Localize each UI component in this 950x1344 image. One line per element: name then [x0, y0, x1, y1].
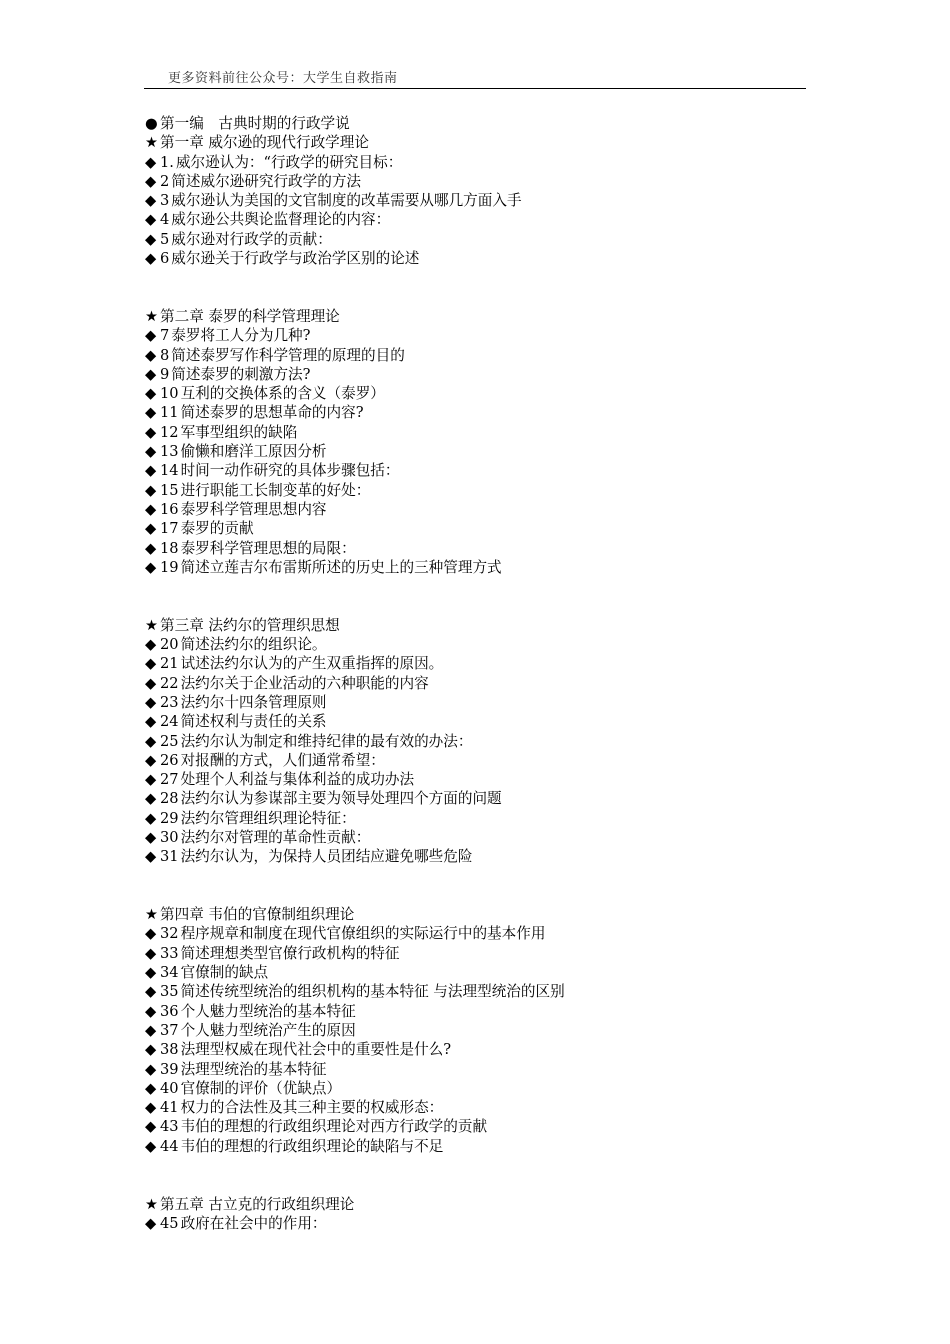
question-item: [145, 539, 825, 558]
diamond-bullet-icon: ◆: [145, 500, 157, 518]
diamond-bullet-icon: ◆: [145, 172, 157, 190]
header-text: 更多资料前往公众号：大学生自救指南: [168, 71, 398, 86]
question-number: 16: [160, 500, 179, 518]
chapter-section: [145, 307, 825, 577]
question-number: 26: [160, 751, 179, 769]
question-text: 法约尔认为，为保持人员团结应避免哪些危险: [180, 848, 473, 866]
question-number: 22: [160, 674, 179, 692]
question-item: [145, 1117, 825, 1136]
question-item: [145, 1021, 825, 1040]
diamond-bullet-icon: ◆: [145, 944, 157, 962]
question-item: [145, 558, 825, 577]
diamond-bullet-icon: ◆: [145, 539, 157, 557]
question-number: 21: [160, 655, 179, 673]
diamond-bullet-icon: ◆: [145, 250, 157, 268]
question-number: 17: [160, 520, 179, 538]
diamond-bullet-icon: ◆: [145, 1021, 157, 1039]
question-item: [145, 230, 825, 249]
diamond-bullet-icon: ◆: [145, 520, 157, 538]
question-number: 31: [160, 848, 179, 866]
question-item: [145, 654, 825, 673]
diamond-bullet-icon: ◆: [145, 327, 157, 345]
question-item: [145, 461, 825, 480]
question-item: [145, 423, 825, 442]
question-number: 13: [160, 443, 179, 461]
question-number: 43: [160, 1118, 179, 1136]
part-heading: [145, 114, 825, 133]
question-text: 法理型权威在现代社会中的重要性是什么?: [180, 1041, 452, 1059]
chapter-title: 第一章 威尔逊的现代行政学理论: [160, 134, 369, 152]
page-header: [144, 66, 806, 89]
diamond-bullet-icon: ◆: [145, 790, 157, 808]
diamond-bullet-icon: ◆: [145, 809, 157, 827]
diamond-bullet-icon: ◆: [145, 693, 157, 711]
question-item: [145, 828, 825, 847]
question-text: 简述泰罗的思想革命的内容?: [180, 404, 364, 422]
question-text: 法约尔认为制定和维持纪律的最有效的办法：: [180, 732, 473, 750]
question-number: 1.: [160, 153, 174, 171]
question-item: [145, 519, 825, 538]
question-text: 程序规章和制度在现代官僚组织的实际运行中的基本作用: [180, 925, 546, 943]
question-text: 处理个人利益与集体利益的成功办法: [180, 771, 415, 789]
question-text: 法约尔关于企业活动的六种职能的内容: [180, 674, 429, 692]
question-text: 威尔逊对行政学的贡献：: [171, 230, 332, 248]
chapter-list: [145, 133, 825, 1233]
question-number: 3: [160, 192, 170, 210]
question-number: 12: [160, 423, 179, 441]
question-item: [145, 635, 825, 654]
question-text: 威尔逊认为：“行政学的研究目标：: [175, 153, 403, 171]
question-item: [145, 847, 825, 866]
diamond-bullet-icon: ◆: [145, 655, 157, 673]
diamond-bullet-icon: ◆: [145, 462, 157, 480]
question-text: 威尔逊关于行政学与政治学区别的论述: [171, 250, 420, 268]
question-number: 39: [160, 1060, 179, 1078]
star-icon: ★: [145, 906, 159, 924]
document-body: [145, 114, 825, 1233]
question-item: [145, 172, 825, 191]
question-number: 30: [160, 828, 179, 846]
diamond-bullet-icon: ◆: [145, 346, 157, 364]
question-text: 官僚制的缺点: [180, 964, 269, 982]
chapter-heading: [145, 616, 825, 635]
question-number: 40: [160, 1079, 179, 1097]
diamond-bullet-icon: ◆: [145, 732, 157, 750]
question-number: 41: [160, 1099, 179, 1117]
diamond-bullet-icon: ◆: [145, 423, 157, 441]
question-item: [145, 789, 825, 808]
question-number: 10: [160, 385, 179, 403]
question-item: [145, 963, 825, 982]
chapter-heading: [145, 307, 825, 326]
question-text: 法约尔认为参谋部主要为领导处理四个方面的问题: [180, 790, 502, 808]
question-number: 20: [160, 636, 179, 654]
diamond-bullet-icon: ◆: [145, 828, 157, 846]
question-item: [145, 249, 825, 268]
chapter-title: 第五章 古立克的行政组织理论: [160, 1195, 355, 1213]
question-text: 简述法约尔的组织论。: [180, 636, 327, 654]
diamond-bullet-icon: ◆: [145, 1041, 157, 1059]
question-item: [145, 191, 825, 210]
star-icon: ★: [145, 134, 159, 152]
question-item: [145, 403, 825, 422]
question-text: 官僚制的评价（优缺点）: [180, 1079, 342, 1097]
question-number: 25: [160, 732, 179, 750]
question-number: 28: [160, 790, 179, 808]
question-item: [145, 674, 825, 693]
chapter-section: [145, 133, 825, 268]
question-text: 个人魅力型统治的基本特征: [180, 1002, 356, 1020]
diamond-bullet-icon: ◆: [145, 443, 157, 461]
diamond-bullet-icon: ◆: [145, 751, 157, 769]
question-text: 法约尔管理组织理论特征：: [180, 809, 356, 827]
question-item: [145, 1060, 825, 1079]
question-number: 11: [160, 404, 179, 422]
chapter-spacer: [145, 1156, 825, 1195]
diamond-bullet-icon: ◆: [145, 385, 157, 403]
question-item: [145, 1079, 825, 1098]
question-number: 34: [160, 964, 179, 982]
chapter-title: 第二章 泰罗的科学管理理论: [160, 307, 340, 325]
question-text: 韦伯的理想的行政组织理论的缺陷与不足: [180, 1137, 444, 1155]
diamond-bullet-icon: ◆: [145, 848, 157, 866]
diamond-bullet-icon: ◆: [145, 211, 157, 229]
diamond-bullet-icon: ◆: [145, 713, 157, 731]
diamond-bullet-icon: ◆: [145, 925, 157, 943]
question-item: [145, 751, 825, 770]
diamond-bullet-icon: ◆: [145, 983, 157, 1001]
star-icon: ★: [145, 1195, 159, 1213]
question-number: 44: [160, 1137, 179, 1155]
diamond-bullet-icon: ◆: [145, 771, 157, 789]
question-text: 简述立莲吉尔布雷斯所述的历史上的三种管理方式: [180, 558, 502, 576]
chapter-heading: [145, 1195, 825, 1214]
chapter-section: [145, 905, 825, 1156]
question-item: [145, 1137, 825, 1156]
question-text: 泰罗科学管理思想内容: [180, 500, 327, 518]
question-item: [145, 365, 825, 384]
question-number: 29: [160, 809, 179, 827]
question-item: [145, 500, 825, 519]
chapter-section: [145, 616, 825, 867]
question-item: [145, 924, 825, 943]
diamond-bullet-icon: ◆: [145, 192, 157, 210]
question-text: 权力的合法性及其三种主要的权威形态：: [180, 1099, 444, 1117]
chapter-heading: [145, 905, 825, 924]
diamond-bullet-icon: ◆: [145, 1099, 157, 1117]
question-text: 个人魅力型统治产生的原因: [180, 1021, 356, 1039]
question-number: 19: [160, 558, 179, 576]
question-item: [145, 481, 825, 500]
question-text: 互利的交换体系的含义（泰罗）: [180, 385, 385, 403]
question-number: 2: [160, 172, 170, 190]
question-text: 简述泰罗的刺激方法?: [171, 365, 311, 383]
question-text: 泰罗科学管理思想的局限：: [180, 539, 356, 557]
diamond-bullet-icon: ◆: [145, 558, 157, 576]
question-item: [145, 1002, 825, 1021]
question-text: 简述传统型统治的组织机构的基本特征 与法理型统治的区别: [180, 983, 565, 1001]
question-number: 24: [160, 713, 179, 731]
diamond-bullet-icon: ◆: [145, 365, 157, 383]
question-item: [145, 1098, 825, 1117]
question-item: [145, 326, 825, 345]
part-title: 第一编 古典时期的行政学说: [160, 115, 350, 132]
question-text: 简述威尔逊研究行政学的方法: [171, 172, 362, 190]
diamond-bullet-icon: ◆: [145, 1118, 157, 1136]
question-text: 对报酬的方式，人们通常希望：: [180, 751, 385, 769]
question-text: 偷懒和磨洋工原因分析: [180, 443, 327, 461]
question-number: 36: [160, 1002, 179, 1020]
question-text: 时间一动作研究的具体步骤包括：: [180, 462, 400, 480]
question-number: 32: [160, 925, 179, 943]
question-number: 8: [160, 346, 170, 364]
question-number: 18: [160, 539, 179, 557]
chapter-section: [145, 1195, 825, 1234]
question-item: [145, 1214, 825, 1233]
chapter-heading: [145, 133, 825, 152]
chapter-spacer: [145, 867, 825, 906]
question-number: 38: [160, 1041, 179, 1059]
question-number: 45: [160, 1214, 179, 1232]
question-item: [145, 809, 825, 828]
question-number: 15: [160, 481, 179, 499]
diamond-bullet-icon: ◆: [145, 1060, 157, 1078]
question-text: 泰罗的贡献: [180, 520, 254, 538]
diamond-bullet-icon: ◆: [145, 1002, 157, 1020]
chapter-title: 第三章 法约尔的管理织思想: [160, 616, 340, 634]
diamond-bullet-icon: ◆: [145, 153, 157, 171]
diamond-bullet-icon: ◆: [145, 481, 157, 499]
question-text: 威尔逊认为美国的文官制度的改革需要从哪几方面入手: [171, 192, 522, 210]
star-icon: ★: [145, 307, 159, 325]
diamond-bullet-icon: ◆: [145, 1079, 157, 1097]
diamond-bullet-icon: ◆: [145, 230, 157, 248]
question-number: 33: [160, 944, 179, 962]
question-item: [145, 153, 825, 172]
question-text: 简述泰罗写作科学管理的原理的目的: [171, 346, 405, 364]
diamond-bullet-icon: ◆: [145, 636, 157, 654]
question-text: 法理型统治的基本特征: [180, 1060, 327, 1078]
question-item: [145, 712, 825, 731]
question-number: 6: [160, 250, 170, 268]
chapter-title: 第四章 韦伯的官僚制组织理论: [160, 906, 355, 924]
question-text: 法约尔对管理的革命性贡献：: [180, 828, 371, 846]
question-text: 威尔逊公共舆论监督理论的内容：: [171, 211, 391, 229]
question-number: 14: [160, 462, 179, 480]
question-number: 35: [160, 983, 179, 1001]
question-text: 军事型组织的缺陷: [180, 423, 298, 441]
question-text: 试述法约尔认为的产生双重指挥的原因。: [180, 655, 444, 673]
question-item: [145, 384, 825, 403]
question-item: [145, 770, 825, 789]
question-text: 法约尔十四条管理原则: [180, 693, 327, 711]
question-text: 进行职能工长制变革的好处：: [180, 481, 371, 499]
bullet-circle-icon: ●: [145, 115, 158, 132]
diamond-bullet-icon: ◆: [145, 674, 157, 692]
question-number: 27: [160, 771, 179, 789]
question-text: 泰罗将工人分为几种?: [171, 327, 311, 345]
question-text: 简述权利与责任的关系: [180, 713, 327, 731]
diamond-bullet-icon: ◆: [145, 1214, 157, 1232]
question-number: 23: [160, 693, 179, 711]
question-number: 37: [160, 1021, 179, 1039]
question-number: 7: [160, 327, 170, 345]
question-item: [145, 1040, 825, 1059]
question-item: [145, 210, 825, 229]
question-item: [145, 442, 825, 461]
diamond-bullet-icon: ◆: [145, 404, 157, 422]
question-number: 9: [160, 365, 170, 383]
question-number: 4: [160, 211, 170, 229]
diamond-bullet-icon: ◆: [145, 964, 157, 982]
chapter-spacer: [145, 268, 825, 307]
question-text: 韦伯的理想的行政组织理论对西方行政学的贡献: [180, 1118, 488, 1136]
question-item: [145, 944, 825, 963]
star-icon: ★: [145, 616, 159, 634]
question-item: [145, 982, 825, 1001]
chapter-spacer: [145, 577, 825, 616]
question-text: 简述理想类型官僚行政机构的特征: [180, 944, 400, 962]
question-item: [145, 693, 825, 712]
diamond-bullet-icon: ◆: [145, 1137, 157, 1155]
question-number: 5: [160, 230, 170, 248]
question-item: [145, 346, 825, 365]
question-item: [145, 732, 825, 751]
question-text: 政府在社会中的作用：: [180, 1214, 327, 1232]
